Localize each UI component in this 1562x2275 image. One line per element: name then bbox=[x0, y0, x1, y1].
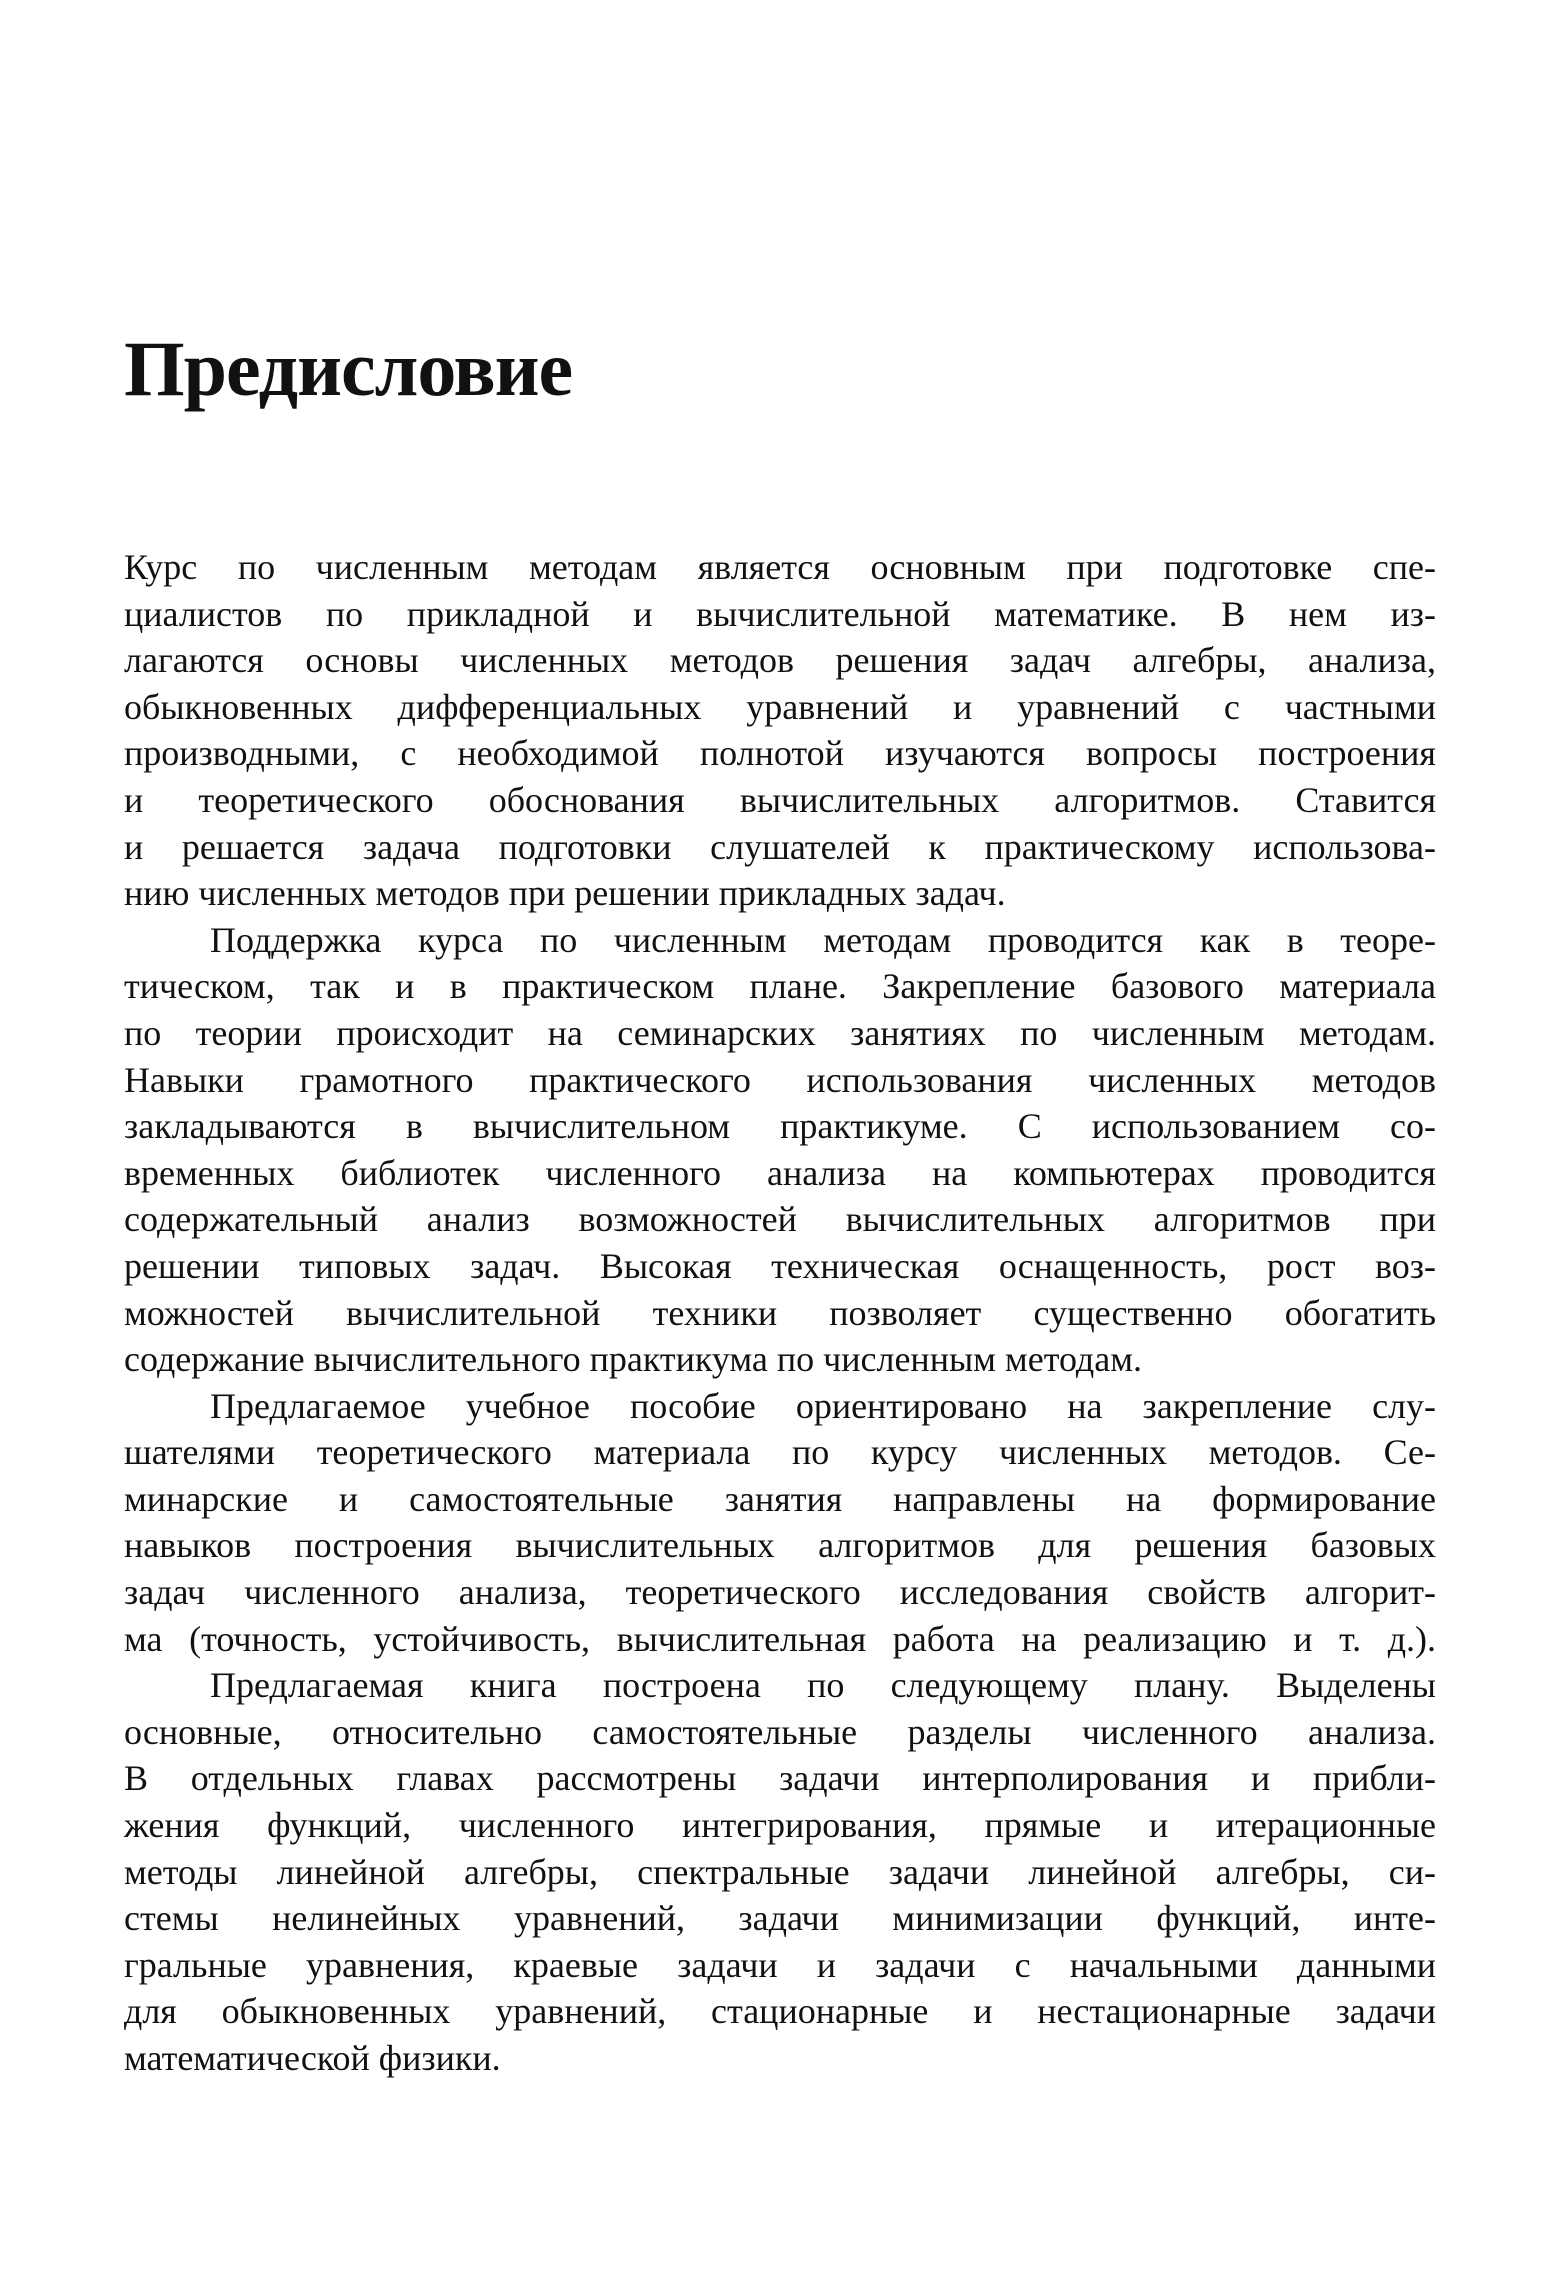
text-line: задач численного анализа, теоретического исследования свойств алгорит- bbox=[124, 1572, 1436, 1613]
preface-text bbox=[124, 544, 1436, 2082]
text-line: гральные уравнения, краевые задачи и задачи с начальными данными bbox=[124, 1944, 1436, 1985]
text-line: циалистов по прикладной и вычислительной математике. В нем из- bbox=[124, 593, 1436, 634]
text-line: Курс по численным методам является основным при подготовке спе- bbox=[124, 547, 1436, 587]
paragraph-2 bbox=[124, 917, 1436, 1383]
text-line: математической физики. bbox=[124, 2038, 501, 2078]
paragraph-3 bbox=[124, 1383, 1436, 1663]
text-line: закладываются в вычислительном практикуме. С использованием со- bbox=[124, 1106, 1436, 1147]
text-line: можностей вычислительной техники позволяет существенно обогатить bbox=[124, 1292, 1436, 1333]
text-line: решении типовых задач. Высокая техническая оснащенность, рост воз- bbox=[124, 1245, 1436, 1286]
text-line: обыкновенных дифференциальных уравнений и уравнений с частными bbox=[124, 686, 1436, 727]
text-line: Предлагаемое учебное пособие ориентировано на закрепление слу- bbox=[210, 1385, 1436, 1426]
text-line: шателями теоретического материала по курсу численных методов. Се- bbox=[124, 1432, 1436, 1473]
text-line: Поддержка курса по численным методам проводится как в теоре- bbox=[210, 919, 1436, 960]
text-line: лагаются основы численных методов решения задач алгебры, анализа, bbox=[124, 640, 1436, 681]
text-line: основные, относительно самостоятельные разделы численного анализа. bbox=[124, 1711, 1436, 1752]
paragraph-1 bbox=[124, 544, 1436, 917]
chapter-title: Предисловие bbox=[124, 325, 573, 412]
text-line: В отдельных главах рассмотрены задачи интерполирования и прибли- bbox=[124, 1758, 1436, 1799]
text-line: стемы нелинейных уравнений, задачи минимизации функций, инте- bbox=[124, 1898, 1436, 1939]
text-line: нию численных методов при решении прикладных задач. bbox=[124, 873, 1006, 914]
text-line: жения функций, численного интегрирования, прямые и итерационные bbox=[124, 1805, 1436, 1846]
text-line: временных библиотек численного анализа на компьютерах проводится bbox=[124, 1152, 1436, 1193]
text-line: для обыкновенных уравнений, стационарные и нестационарные задачи bbox=[124, 1991, 1436, 2032]
text-line: и решается задача подготовки слушателей к практическому использова- bbox=[124, 826, 1436, 867]
text-line: производными, с необходимой полнотой изучаются вопросы построения bbox=[124, 733, 1436, 774]
text-line: Предлагаемая книга построена по следующему плану. Выделены bbox=[210, 1665, 1436, 1706]
text-line: по теории происходит на семинарских занятиях по численным методам. bbox=[124, 1012, 1436, 1053]
book-page bbox=[124, 0, 1436, 2275]
text-line: содержание вычислительного практикума по численным методам. bbox=[124, 1339, 1142, 1380]
text-line: навыков построения вычислительных алгоритмов для решения базовых bbox=[124, 1525, 1436, 1566]
text-line: минарские и самостоятельные занятия направлены на формирование bbox=[124, 1478, 1436, 1519]
text-line: содержательный анализ возможностей вычислительных алгоритмов при bbox=[124, 1199, 1436, 1240]
paragraph-4 bbox=[124, 1662, 1436, 2081]
text-line: и теоретического обоснования вычислительных алгоритмов. Ставится bbox=[124, 779, 1436, 820]
text-line: ма (точность, устойчивость, вычислительная работа на реализацию и т. д.). bbox=[124, 1618, 1436, 1659]
text-line: Навыки грамотного практического использования численных методов bbox=[124, 1059, 1436, 1100]
text-line: методы линейной алгебры, спектральные задачи линейной алгебры, си- bbox=[124, 1851, 1436, 1892]
text-line: тическом, так и в практическом плане. Закрепление базового материала bbox=[124, 966, 1436, 1007]
